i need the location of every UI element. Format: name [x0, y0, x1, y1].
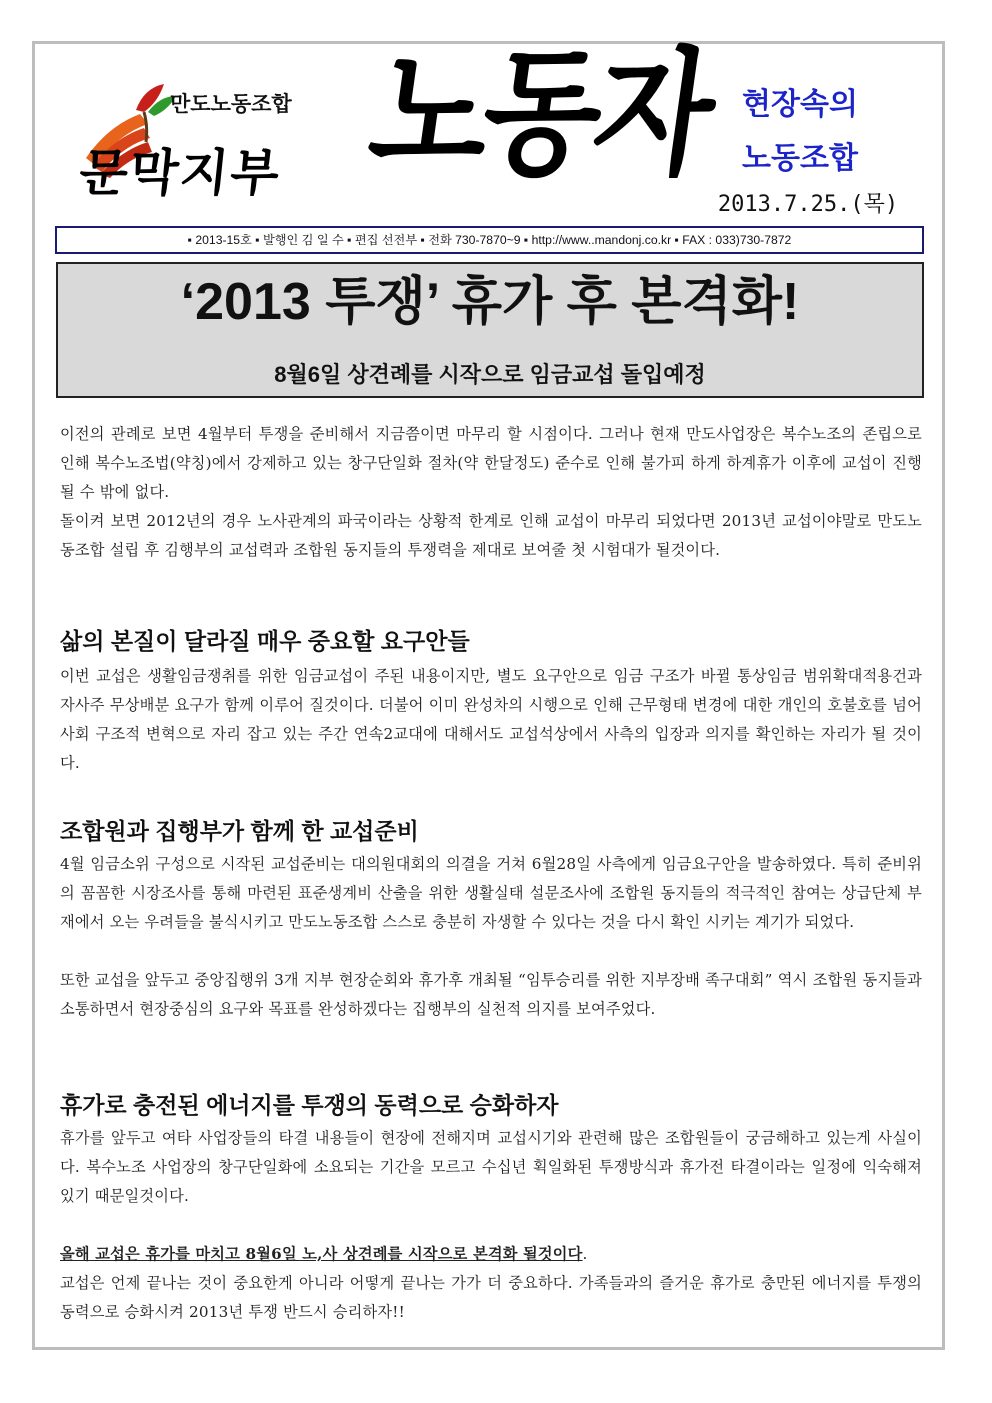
section-title-energy: 휴가로 충전된 에너지를 투쟁의 동력으로 승화하자 — [60, 1092, 559, 1118]
publication-info-bar: ▪ 2013-15호 ▪ 발행인 김 일 수 ▪ 편집 선전부 ▪ 전화 730-7870~9 ▪ http://www..mandonj.co.kr ▪ FAX : 033)730-7872 — [55, 226, 924, 254]
energy-paragraph-1: 휴가를 앞두고 여타 사업장들의 타결 내용들이 현장에 전해지며 교섭시기와 관련해 많은 조합원들이 궁금해하고 있는게 사실이다. 복수노조 사업장의 창구단일화에 소요되는 기간을 모르고 수십년 획일화된 투쟁방식과 휴가전 타결이라는 일정에 익숙해져 있기 때문일것이다. — [60, 1129, 922, 1205]
preparation-paragraph-2: 또한 교섭을 앞두고 중앙집행위 3개 지부 현장순회와 휴가후 개최될 “임투승리를 위한 지부장배 족구대회” 역시 조합원 동지들과 소통하면서 현장중심의 요구와 목표를 완성하겠다는 집행부의 실천적 의지를 보여주었다. — [60, 971, 922, 1018]
section-title-preparation: 조합원과 집행부가 함께 한 교섭준비 — [60, 818, 419, 844]
section-title-demands: 삶의 본질이 달라질 매우 중요할 요구안들 — [60, 628, 470, 654]
energy-paragraph-3: 교섭은 언제 끝나는 것이 중요한게 아니라 어떻게 끝나는 가가 더 중요하다. 가족들과의 즐거운 휴가로 충만된 에너지를 투쟁의 동력으로 승화시켜 2013년 투쟁 반드시 승리하자!! — [60, 1274, 922, 1321]
headline-box — [56, 262, 924, 398]
intro-paragraph-1: 이전의 관례로 보면 4월부터 투쟁을 준비해서 지금쯤이면 마무리 할 시점이다. 그러나 현재 만도사업장은 복수노조의 존립으로 인해 복수노조법(약칭)에서 강제하고 있는 창구단일화 절차(약 한달정도) 준수로 인해 불가피 하게 하계휴가 이후에 교섭이 진행될 수 밖에 없다. — [60, 425, 922, 501]
announcement-period: . — [582, 1245, 588, 1263]
sub-headline: 8월6일 상견례를 시작으로 임금교섭 돌입예정 — [274, 362, 706, 387]
logo-tagline: 만도노동조합 — [170, 91, 292, 116]
energy-paragraph-2 — [60, 1240, 922, 1269]
demands-paragraph: 이번 교섭은 생활임금쟁취를 위한 임금교섭이 주된 내용이지만, 별도 요구안으로 임금 구조가 바뀔 통상임금 범위확대적용건과 자사주 무상배분 요구가 함께 이루어 질것이다. 더불어 이미 완성차의 시행으로 인해 근무형태 변경에 대한 개인의 호불호를 넘어 사회 구조적 변혁으로 자리 잡고 있는 주간 연속2교대에 대해서도 교섭석상에서 사측의 입장과 의지를 확인하는 자리가 될 것이다. — [60, 667, 922, 772]
intro-paragraph-2: 돌이켜 보면 2012년의 경우 노사관계의 파국이라는 상황적 한계로 인해 교섭이 마무리 되었다면 2013년 교섭이야말로 만도노동조합 설립 후 김행부의 교섭력과 조합원 동지들의 투쟁력을 제대로 보여줄 첫 시험대가 될것이다. — [60, 512, 922, 559]
issue-date: 2013.7.25.(목) — [717, 192, 899, 217]
slogan-line-1: 현장속의 — [742, 87, 858, 122]
preparation-paragraph-1: 4월 임금소위 구성으로 시작된 교섭준비는 대의원대회의 의결을 거쳐 6월28일 사측에게 임금요구안을 발송하였다. 특히 준비위의 꼼꼼한 시장조사를 통해 마련된 표준생계비 산출을 위한 생활실태 설문조사에 조합원 동지들의 적극적인 참여는 상급단체 부재에서 오는 우려들을 불식시키고 만도노동조합 스스로 충분히 자생할 수 있다는 것을 다시 확인 시키는 계기가 되었다. — [60, 855, 922, 931]
underlined-announcement: 올해 교섭은 휴가를 마치고 8월6일 노,사 상견례를 시작으로 본격화 될것이다 — [60, 1245, 583, 1263]
slogan — [700, 78, 900, 186]
logo-branch-name: 문막지부 — [76, 143, 284, 202]
main-headline: ‘2013 투쟁’ 휴가 후 본격화! — [180, 273, 800, 331]
slogan-line-2: 노동조합 — [742, 141, 858, 176]
newspaper-title: 노동자 — [360, 32, 719, 194]
